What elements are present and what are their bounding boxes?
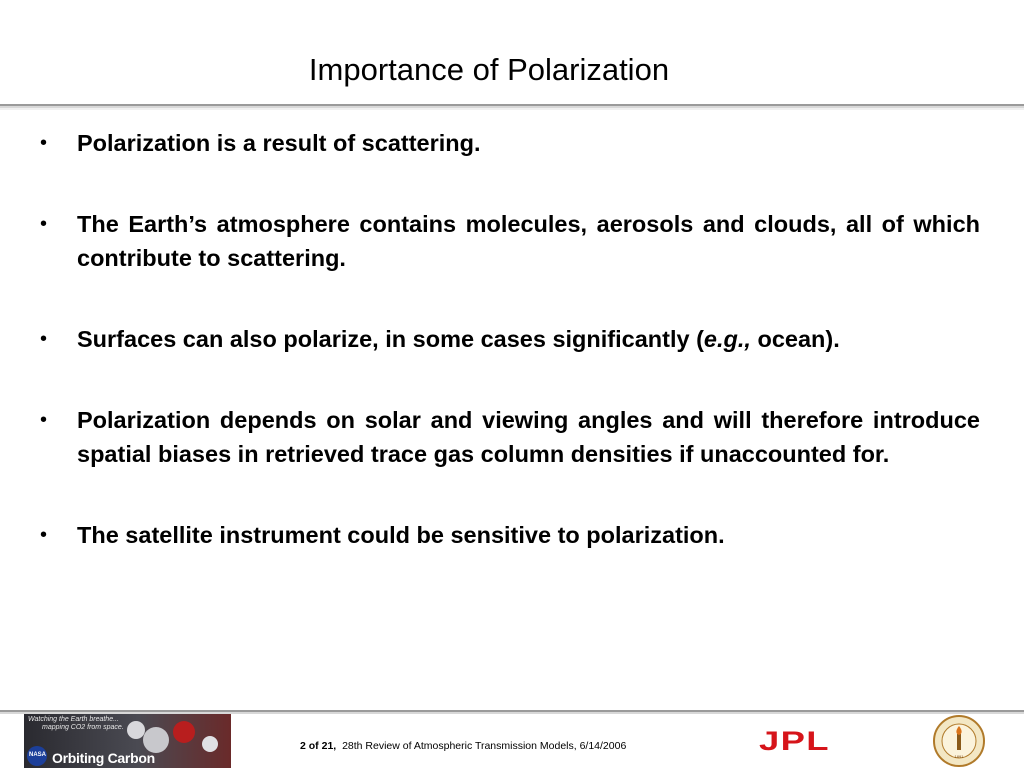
oco-tagline-line: mapping CO2 from space.: [42, 724, 124, 731]
nasa-logo: [27, 746, 47, 766]
bullet-item: [40, 207, 980, 275]
page-total: 21,: [321, 740, 337, 752]
oco-logo: [24, 714, 231, 782]
bullet-text: The satellite instrument could be sensitive to polarization.: [77, 522, 725, 548]
bullet-item: [40, 403, 980, 471]
bullet-text: Polarization is a result of scattering.: [77, 130, 481, 156]
bullet-item: [40, 518, 980, 552]
oco-name: Orbiting Carbon Observatory: [52, 750, 155, 782]
bullet-text-part: ocean).: [750, 326, 840, 352]
page-current: 2: [300, 740, 306, 752]
bullet-text: The Earth’s atmosphere contains molecules, aerosols and clouds, all of which contribute to scattering.: [77, 211, 980, 271]
page-of: of: [308, 740, 319, 752]
bullet-text: Polarization depends on solar and viewing angles and will therefore introduce spatial biases in retrieved trace gas column densities if unaccounted for.: [77, 407, 980, 467]
bullet-dot: •: [40, 409, 48, 431]
jpl-logo: JPL: [759, 726, 830, 756]
bullet-text-part: Surfaces can also polarize, in some cases significantly (: [77, 326, 704, 352]
event-name: 28th Review of Atmospheric Transmission Models, 6/14/2006: [342, 740, 627, 752]
title-divider: [0, 104, 1024, 110]
bullet-list: [40, 126, 980, 599]
bullet-text-italic: e.g.,: [703, 326, 751, 352]
slide-title: Importance of Polarization: [308, 52, 670, 87]
oco-tagline-line: Watching the Earth breathe...: [28, 716, 119, 723]
bullet-dot: •: [40, 524, 48, 546]
caltech-seal-icon: [932, 714, 986, 768]
bullet-item: [40, 126, 980, 160]
bullet-item: [40, 322, 980, 356]
seal-year: 1891: [954, 754, 964, 759]
nasa-logo-text: NASA: [29, 752, 47, 758]
bullet-dot: •: [40, 328, 48, 350]
bullet-dot: •: [40, 132, 48, 154]
bullet-text: [77, 326, 840, 352]
bullet-dot: •: [40, 213, 48, 235]
footer-text: [300, 740, 626, 752]
